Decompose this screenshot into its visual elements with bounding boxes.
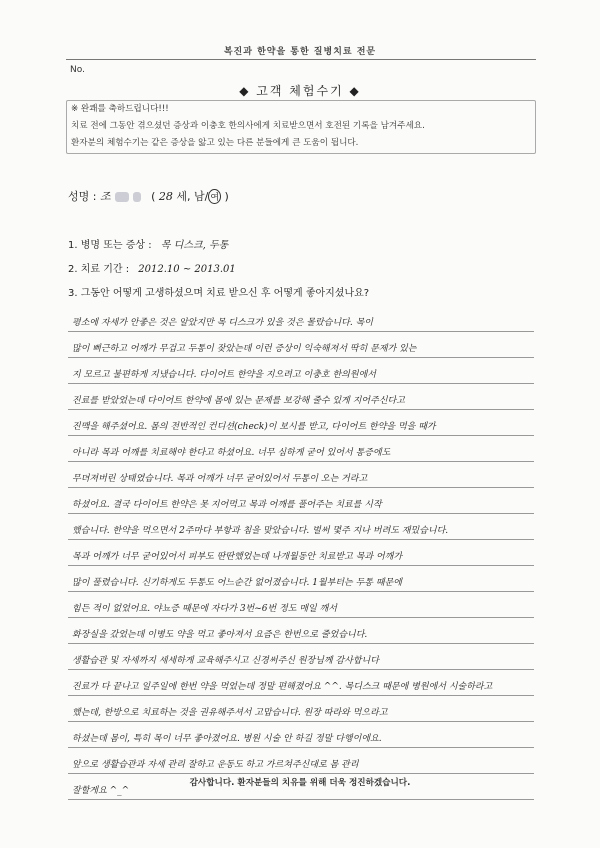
document-number: No.: [70, 65, 85, 75]
question-2: [68, 260, 236, 275]
notice-line: 치료 전에 그동안 겪으셨던 증상과 이충호 한의사에게 치료받으면서 호전된 기록을 남겨주세요.: [71, 121, 425, 131]
q2-answer: 2012.10 ~ 2013.01: [138, 264, 236, 275]
age-value: 28: [158, 190, 173, 203]
story-line: 진료를 받았었는데 다이어트 한약에 몸에 있는 문제를 보강해 줄수 있게 지어주신다고: [68, 384, 534, 410]
story-line: 했습니다. 한약을 먹으면서 2주마다 부항과 침을 맞았습니다. 벌써 몇주 지나 버려도 재밌습니다.: [68, 514, 534, 540]
question-3: [68, 284, 369, 299]
notice-line: 환자분의 체험수기는 같은 증상을 앓고 있는 다른 분들에게 큰 도움이 됩니다.: [71, 138, 359, 148]
q1-label: 1. 병명 또는 증상 :: [68, 240, 152, 251]
q2-label: 2. 치료 기간 :: [68, 264, 130, 275]
gender-label: 남/: [194, 190, 209, 203]
story-line: 하셨는데 몸이, 특히 목이 너무 좋아졌어요. 병원 시술 안 하길 정말 다행이에요.: [68, 722, 534, 748]
story-line: 무뎌져버린 상태였습니다. 목과 어깨가 너무 굳어있어서 두통이 오는 거라고: [68, 462, 534, 488]
header-slogan: 복진과 한약을 통한 질병치료 전문: [223, 47, 377, 57]
age-suffix: 세,: [176, 190, 191, 203]
story-line: 많이 풀렸습니다. 신기하게도 두통도 어느순간 없어졌습니다. 1월부터는 두통 때문에: [68, 566, 534, 592]
story-line: 앞으로 생활습관과 자세 관리 잘하고 운동도 하고 가르쳐주신대로 몸 관리: [68, 748, 534, 774]
story-lines: [68, 306, 534, 800]
name-label: 성명 :: [68, 190, 97, 203]
header-divider: [66, 59, 536, 60]
redacted-name: [133, 192, 141, 202]
question-1: [68, 236, 228, 251]
footer-thanks: 감사합니다. 환자분들의 치유를 위해 더욱 정진하겠습니다.: [189, 778, 411, 788]
story-line: 평소에 자세가 안좋은 것은 알았지만 목 디스크가 있을 것은 몰랐습니다. 목이: [68, 306, 534, 332]
story-line: 진맥을 해주셨어요. 몸의 전반적인 컨디션(check)이 보시를 받고, 다이어트 한약을 먹을 때가: [68, 410, 534, 436]
story-line: 생활습관 및 자세까지 세세하게 교육해주시고 신경써주신 원장님께 감사합니다: [68, 644, 534, 670]
story-line: 많이 뻐근하고 어깨가 무겁고 두통이 잦았는데 이런 증상이 익숙해져서 딱히 문제가 있는: [68, 332, 534, 358]
notice-line: ※ 완쾌를 축하드립니다!!!: [71, 104, 169, 114]
story-line: 했는데, 한방으로 치료하는 것을 권유해주셔서 고맙습니다. 원장 따라와 먹으라고: [68, 696, 534, 722]
story-line: 힘든 적이 없었어요. 야뇨증 때문에 자다가 3번~6번 정도 매일 깨서: [68, 592, 534, 618]
patient-info-row: 성명 : 조 ( 28 세, 남/ 여 ): [68, 190, 229, 203]
story-line: 아니라 목과 어깨를 치료해야 한다고 하셨어요. 너무 심하게 굳어 있어서 통증에도: [68, 436, 534, 462]
gender-selected: 여: [208, 189, 221, 204]
page-title: ◆ 고객 체험수기 ◆: [239, 84, 361, 98]
notice-box: [66, 100, 536, 154]
story-line: 화장실을 갔었는데 이병도 약을 먹고 좋아져서 요즘은 한번으로 줄었습니다.: [68, 618, 534, 644]
story-line: 하셨어요. 결국 다이어트 한약은 못 지어먹고 목과 어깨를 풀어주는 치료를 시작: [68, 488, 534, 514]
story-line: 목과 어깨가 너무 굳어있어서 피부도 딴딴했었는데 나개월동안 치료받고 목과 어깨가: [68, 540, 534, 566]
name-value: 조: [99, 190, 111, 203]
q1-answer: 목 디스크, 두통: [160, 240, 229, 251]
q3-label: 3. 그동안 어떻게 고생하셨으며 치료 받으신 후 어떻게 좋아지셨나요?: [68, 288, 370, 299]
story-line: 지 모르고 불편하게 지냈습니다. 다이어트 한약을 지으려고 이충호 한의원에서: [68, 358, 534, 384]
story-line: 잘할게요 ^_^: [68, 774, 534, 800]
redacted-name: [115, 192, 129, 202]
story-line: 진료가 다 끝나고 일주일에 한번 약을 먹었는데 정말 편해졌어요 ^^. 목디스크 때문에 병원에서 시술하라고: [68, 670, 534, 696]
